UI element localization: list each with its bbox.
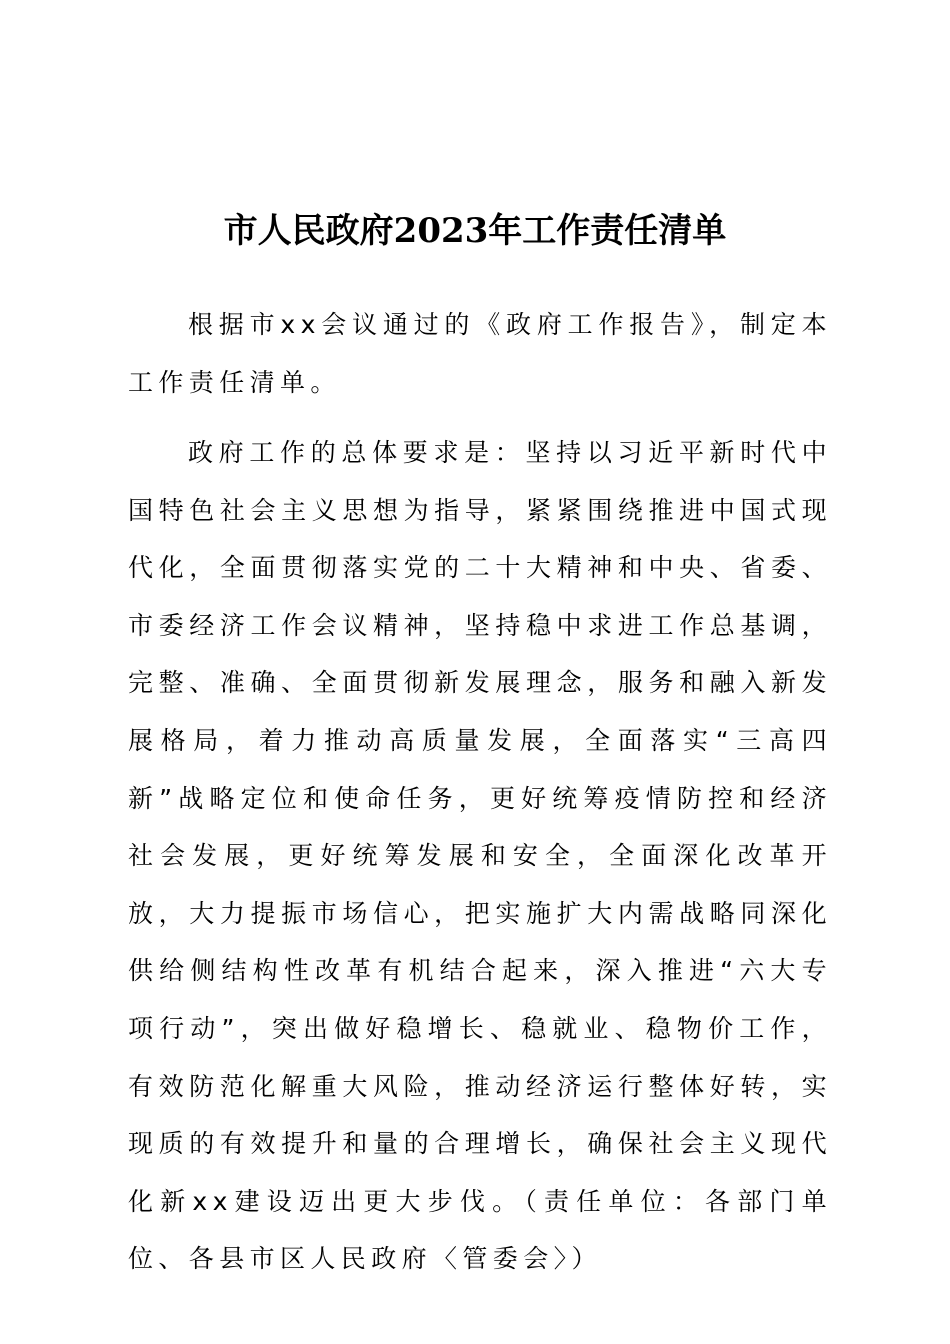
general-requirements-paragraph: 政府工作的总体要求是：坚持以习近平新时代中国特色社会主义思想为指导，紧紧围绕推进中国式现代化，全面贯彻落实党的二十大精神和中央、省委、市委经济工作会议精神，坚持稳中求进工作总基调，完整、准确、全面贯彻新发展理念，服务和融入新发展格局，着力推动高质量发展，全面落实“三高四新”战略定位和使命任务，更好统筹疫情防控和经济社会发展，更好统筹发展和安全，全面深化改革开放，大力提振市场信心，把实施扩大内需战略同深化供给侧结构性改革有机结合起来，深入推进“六大专项行动”，突出做好稳增长、稳就业、稳物价工作，有效防范化解重大风险，推动经济运行整体好转，实现质的有效提升和量的合理增长，确保社会主义现代化新xx建设迈出更大步伐。（责任单位：各部门单位、各县市区人民政府〈管委会〉） bbox=[128, 438, 832, 1274]
document-title: 市人民政府2023年工作责任清单 bbox=[223, 211, 727, 251]
intro-paragraph: 根据市xx会议通过的《政府工作报告》，制定本工作责任清单。 bbox=[128, 310, 832, 397]
